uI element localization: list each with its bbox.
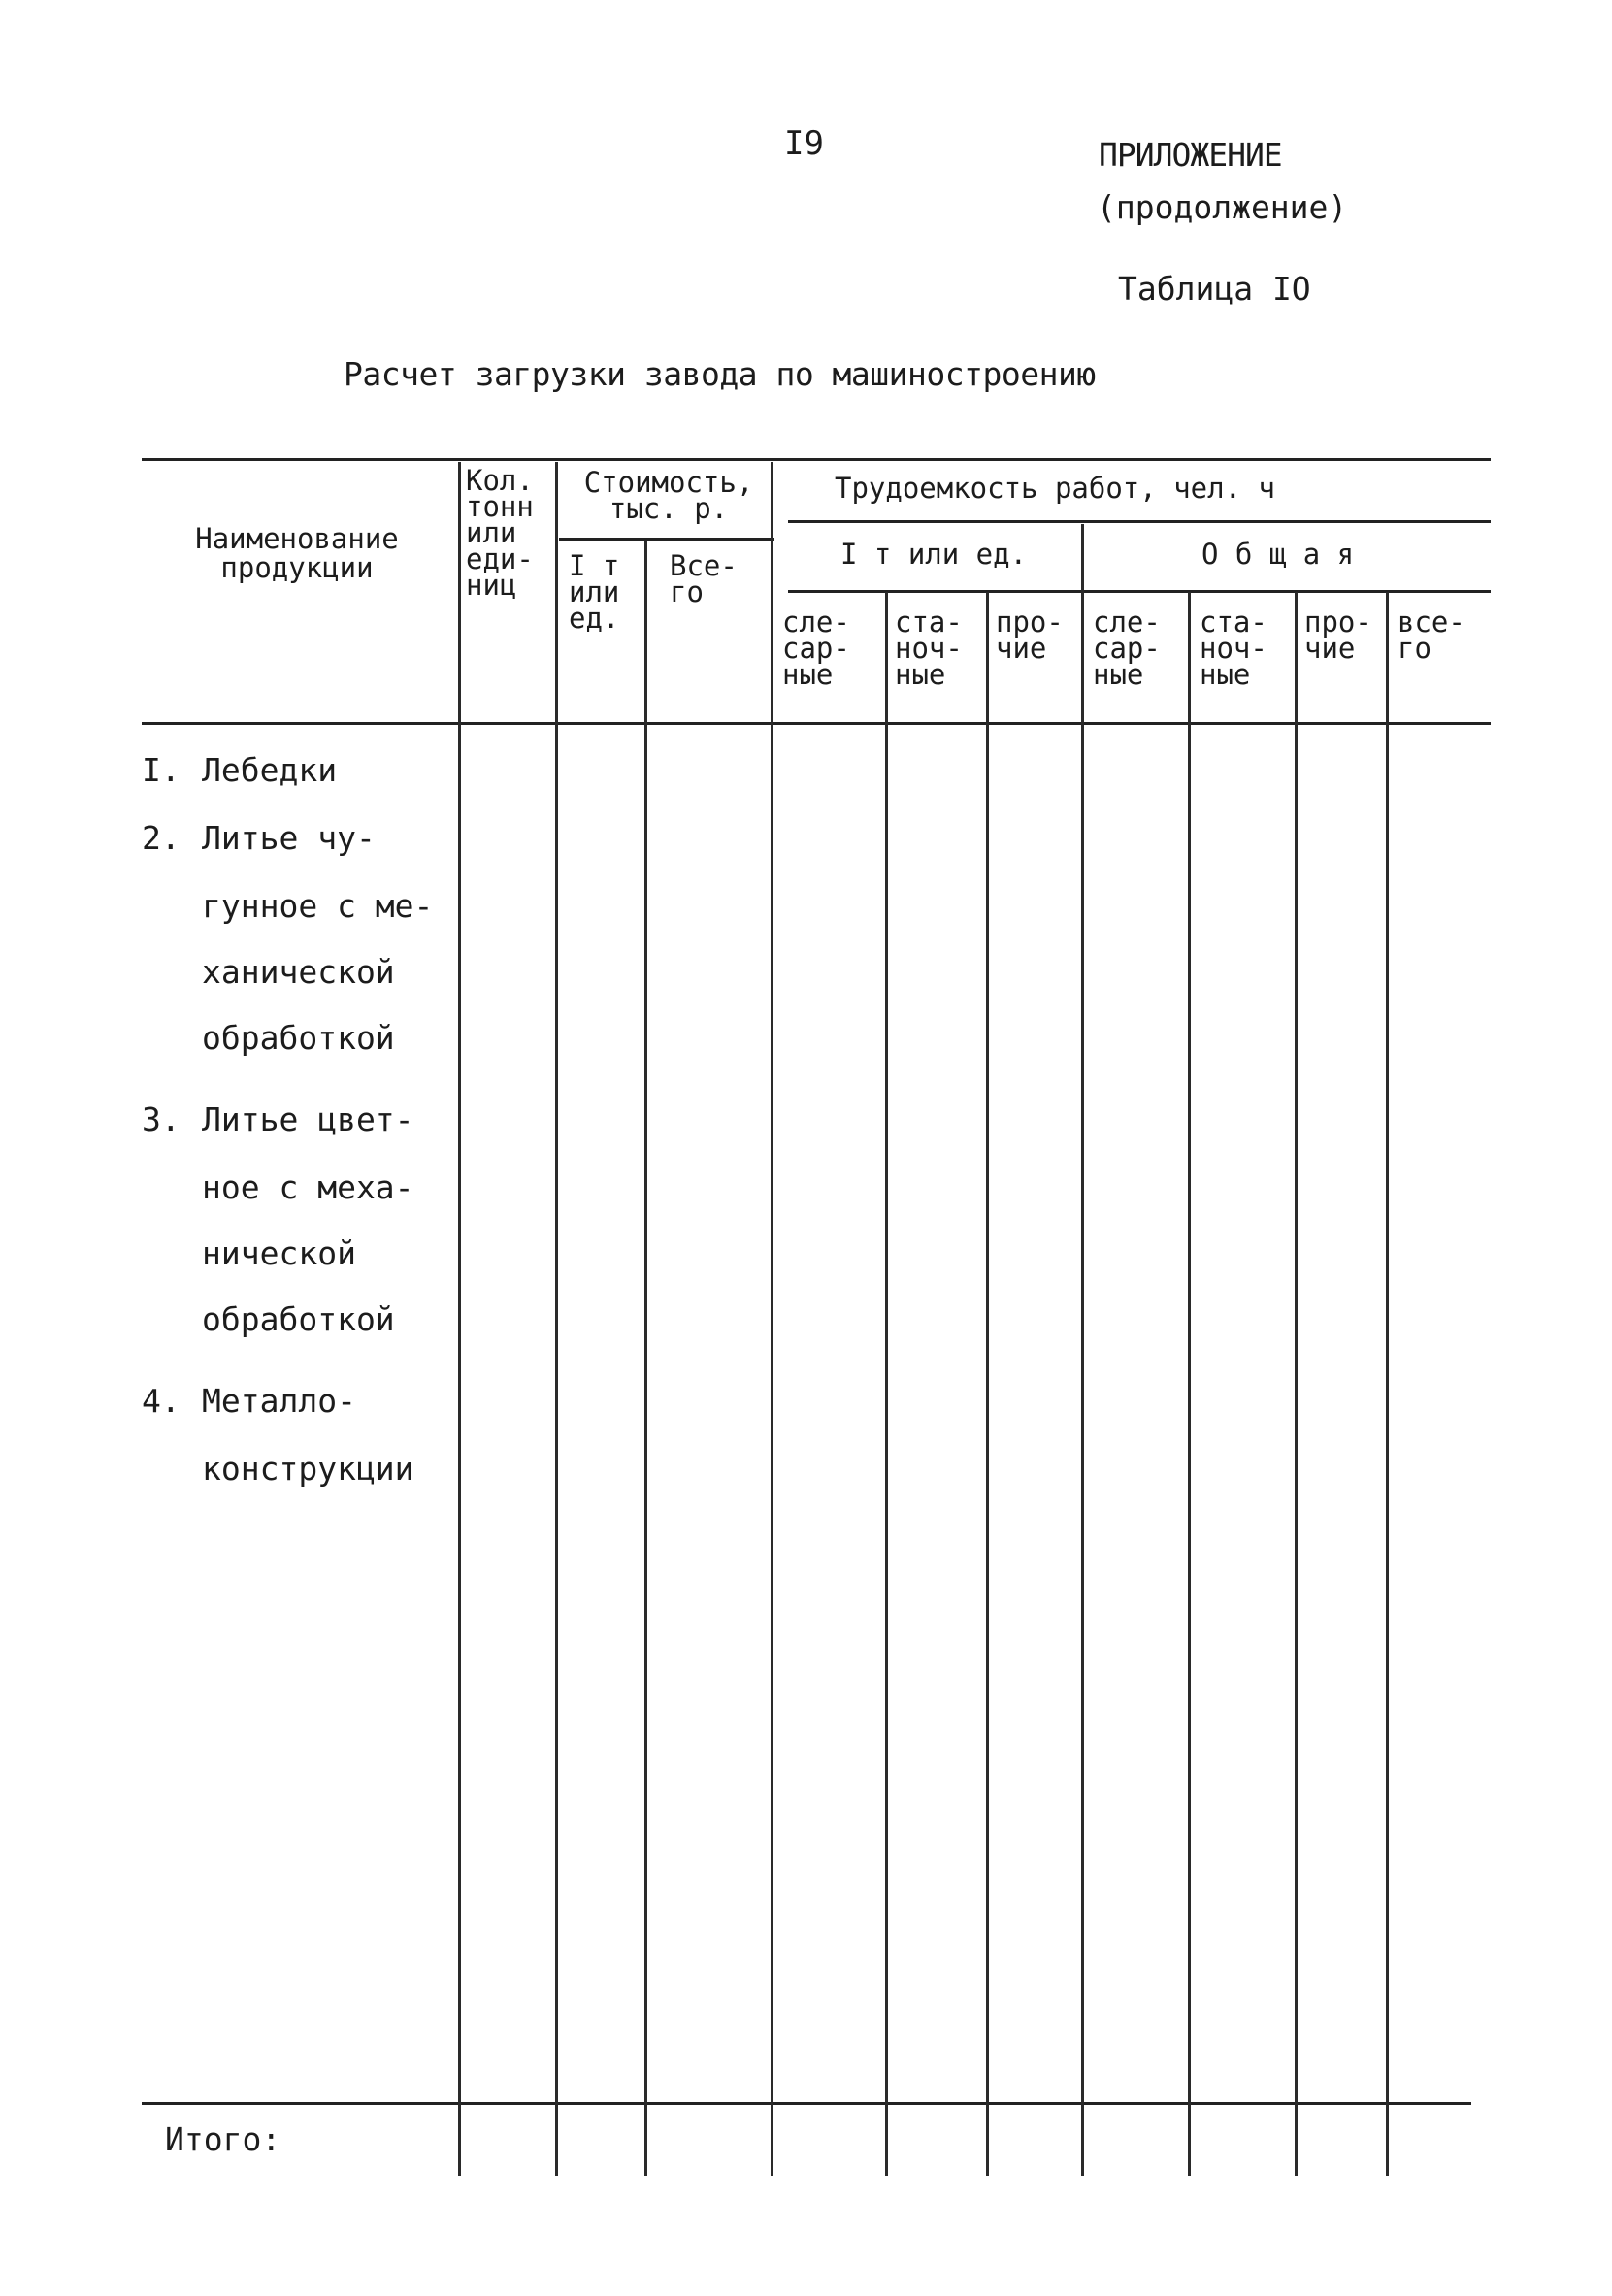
header-subcol-line: сар-	[1093, 632, 1161, 665]
header-subcol-line: про-	[1304, 606, 1372, 639]
header-cost-line1: Стоимость,	[583, 466, 754, 499]
header-cost-total	[670, 549, 738, 608]
row-number: 2.	[142, 819, 181, 857]
labor-subheader-rule	[788, 520, 1491, 523]
cost-subheader-rule	[559, 538, 774, 541]
table-title: Расчет загрузки завода по машиностроению	[344, 355, 1096, 393]
header-t-other	[1304, 606, 1372, 665]
header-subcol-line: ста-	[1200, 606, 1267, 639]
row-name: Литье чу-	[202, 819, 376, 857]
row-name: Металло-	[202, 1382, 356, 1420]
header-qty-line: Кол.	[466, 464, 534, 497]
header-subcol-line: сле-	[1093, 606, 1161, 639]
continuation-label: (продолжение)	[1097, 188, 1348, 226]
header-subcol-line: чие	[996, 632, 1047, 665]
header-u-machine	[895, 606, 963, 691]
table-row	[142, 751, 337, 789]
table-row	[142, 1100, 414, 1138]
header-qty-line: или	[466, 516, 517, 549]
header-qty-line: тонн	[466, 490, 534, 523]
row-name-continued: обработкой	[202, 1019, 395, 1057]
header-subcol-line: чие	[1304, 632, 1356, 665]
header-cost-line2: тыс. р.	[609, 492, 729, 525]
col-divider-t1	[1188, 592, 1191, 2176]
header-subcol-line: про-	[996, 606, 1064, 639]
col-divider-qty	[555, 462, 558, 2176]
header-u-other	[996, 606, 1064, 665]
header-quantity	[466, 464, 534, 602]
table-number: Таблица IO	[1118, 270, 1311, 308]
header-cost	[567, 466, 771, 525]
table-row	[142, 819, 376, 857]
row-name-continued: гунное с ме-	[202, 887, 434, 925]
header-t-all	[1398, 606, 1465, 665]
table-row	[142, 1382, 356, 1420]
col-divider-name	[458, 462, 461, 2176]
header-subcol-line: сар-	[782, 632, 850, 665]
header-cost-total-line: го	[670, 575, 704, 608]
row-name-continued: ханической	[202, 953, 395, 991]
header-subcol-line: ноч-	[1200, 632, 1267, 665]
header-subcol-line: ные	[895, 658, 946, 691]
header-subcol-line: ные	[782, 658, 834, 691]
header-qty-line: ниц	[466, 569, 517, 602]
col-divider-t2	[1295, 592, 1298, 2176]
total-label: Итого:	[165, 2120, 281, 2158]
header-cost-unit-line: или	[569, 575, 620, 608]
col-divider-u1	[885, 592, 888, 2176]
header-labor-per-unit: I т или ед.	[840, 538, 1028, 571]
header-subcol-line: ноч-	[895, 632, 963, 665]
row-number: 4.	[142, 1382, 181, 1420]
header-t-machine	[1200, 606, 1267, 691]
total-top-rule	[142, 2102, 1471, 2105]
col-divider-groups	[1081, 524, 1084, 2176]
row-name: Литье цвет-	[202, 1100, 414, 1138]
table-top-rule	[142, 458, 1491, 461]
row-name-continued: конструкции	[202, 1450, 414, 1488]
row-name-continued: ное с меха-	[202, 1168, 414, 1206]
col-divider-cost	[644, 541, 647, 2176]
header-subcol-line: го	[1398, 632, 1431, 665]
header-name	[142, 524, 452, 582]
header-t-locksmith	[1093, 606, 1161, 691]
col-divider-u2	[986, 592, 989, 2176]
header-cost-unit-line: I т	[569, 549, 620, 582]
header-cost-total-line: Все-	[670, 549, 738, 582]
header-cost-per-unit	[569, 549, 620, 635]
header-u-locksmith	[782, 606, 850, 691]
col-divider-t3	[1386, 592, 1389, 2176]
header-name-line1: Наименование	[195, 522, 399, 555]
header-qty-line: еди-	[466, 542, 534, 575]
header-labor-total: О б щ а я	[1201, 538, 1355, 571]
header-labor: Трудоемкость работ, чел. ч	[835, 472, 1275, 505]
row-number: I.	[142, 751, 181, 789]
header-name-line2: продукции	[220, 551, 374, 584]
header-cost-unit-line: ед.	[569, 602, 620, 635]
page-number: I9	[784, 124, 824, 163]
header-subcol-line: все-	[1398, 606, 1465, 639]
header-subcol-line: ные	[1200, 658, 1251, 691]
row-name-continued: нической	[202, 1234, 356, 1272]
col-divider-labor	[771, 462, 773, 2176]
header-subcol-line: сле-	[782, 606, 850, 639]
row-name: Лебедки	[202, 751, 338, 789]
row-number: 3.	[142, 1100, 181, 1138]
appendix-label: ПРИЛОЖЕНИЕ	[1099, 136, 1282, 174]
header-subcol-line: ные	[1093, 658, 1144, 691]
header-subcol-line: ста-	[895, 606, 963, 639]
row-name-continued: обработкой	[202, 1300, 395, 1338]
header-bottom-rule	[142, 722, 1491, 725]
